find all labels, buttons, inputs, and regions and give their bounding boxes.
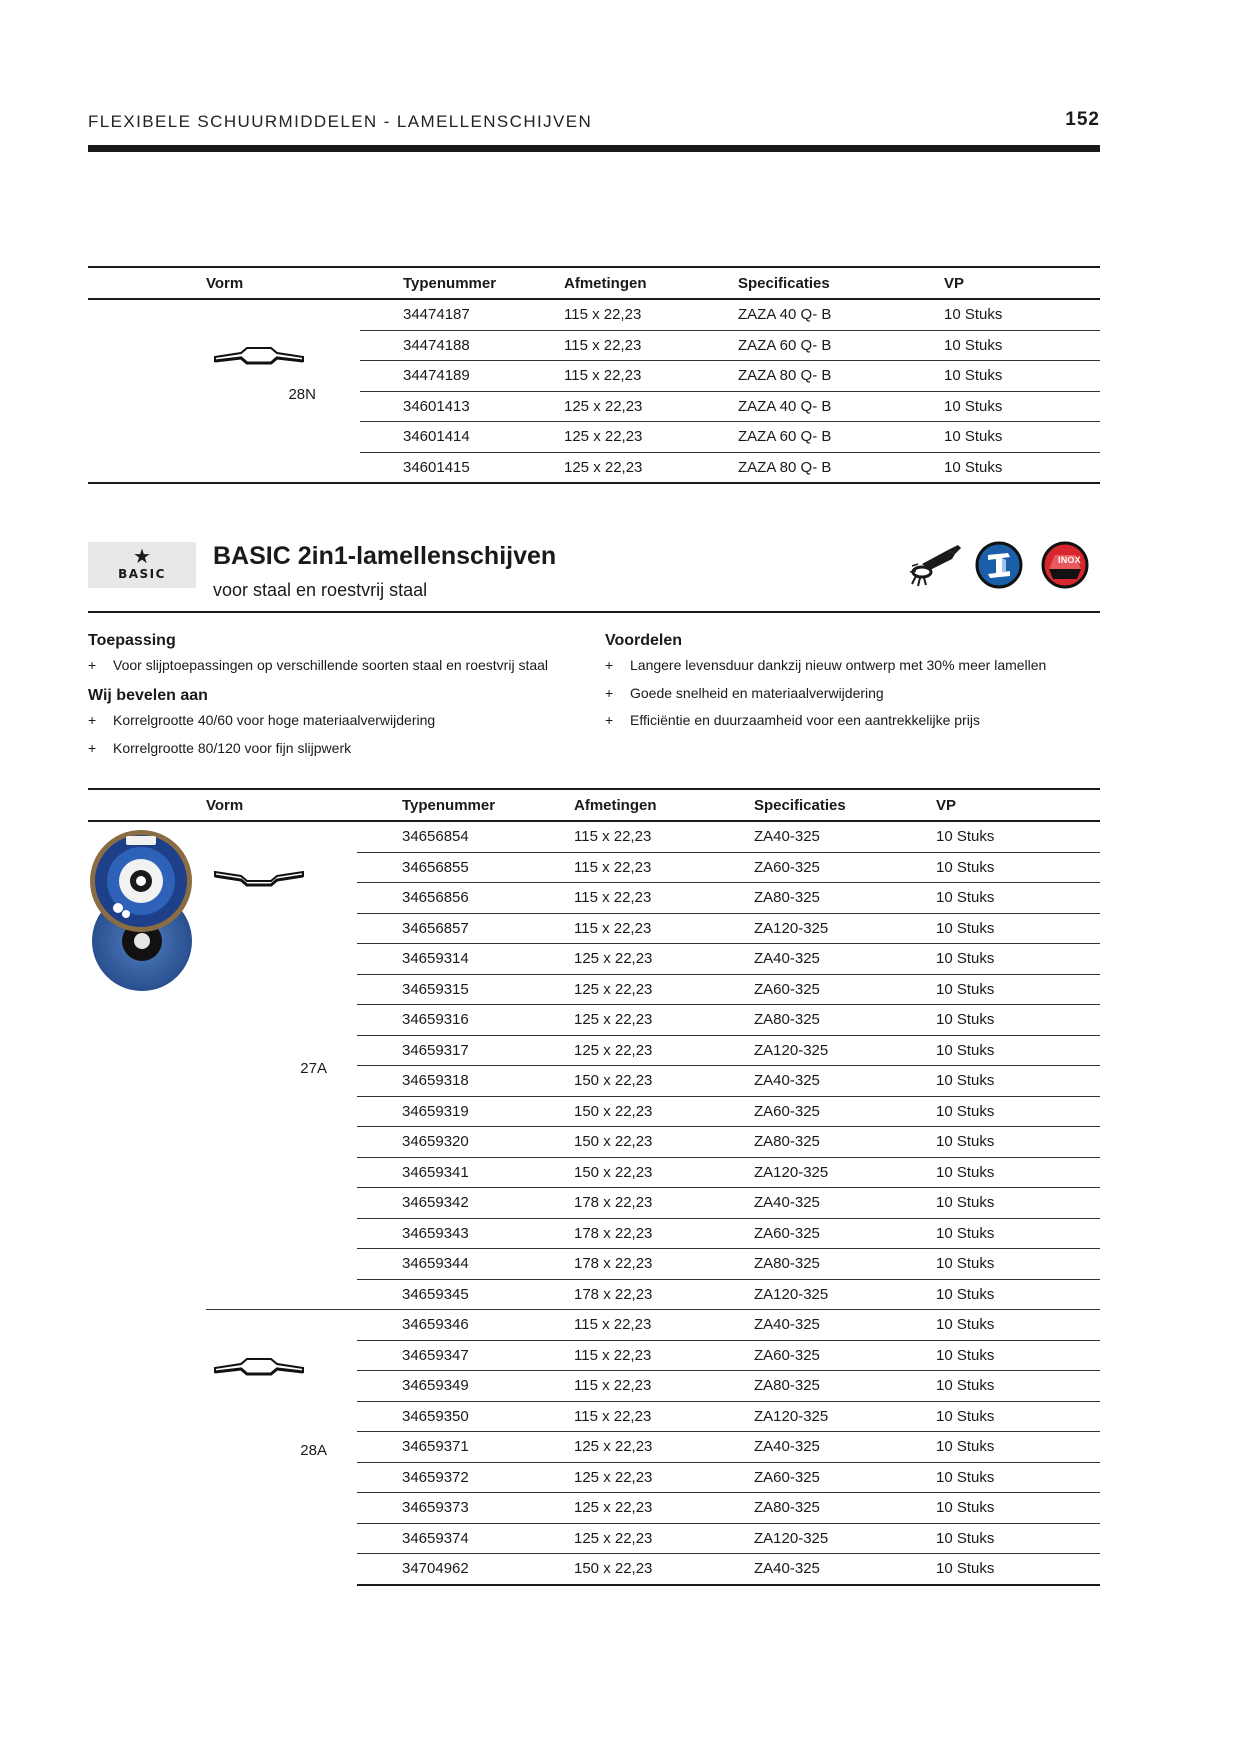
specificaties-cell: ZA60-325 <box>721 852 903 883</box>
afmetingen-cell: 115 x 22,23 <box>541 1401 721 1432</box>
typenummer-cell: 34656854 <box>357 821 541 852</box>
vp-cell: 10 Stuks <box>903 1157 1100 1188</box>
typenummer-cell: 34659345 <box>357 1279 541 1310</box>
vp-cell: 10 Stuks <box>903 1462 1100 1493</box>
col-header-typenummer: Typenummer <box>357 789 541 821</box>
list-item-text: Korrelgrootte 80/120 voor fijn slijpwerk <box>113 740 352 756</box>
afmetingen-cell: 125 x 22,23 <box>540 422 714 453</box>
typenummer-cell: 34659341 <box>357 1157 541 1188</box>
specificaties-cell: ZA120-325 <box>721 913 903 944</box>
afmetingen-cell: 115 x 22,23 <box>541 883 721 914</box>
specificaties-cell: ZAZA 60 Q- B <box>714 330 919 361</box>
specificaties-cell: ZA40-325 <box>721 944 903 975</box>
col-header-vorm: Vorm <box>88 267 360 299</box>
vp-cell: 10 Stuks <box>903 1127 1100 1158</box>
typenummer-cell: 34659316 <box>357 1005 541 1036</box>
specificaties-cell: ZA120-325 <box>721 1523 903 1554</box>
specificaties-cell: ZA80-325 <box>721 1005 903 1036</box>
shape-code: 27A <box>300 1060 327 1077</box>
specificaties-cell: ZA120-325 <box>721 1035 903 1066</box>
specificaties-cell: ZA60-325 <box>721 1218 903 1249</box>
product-title: BASIC 2in1-lamellenschijven <box>213 542 557 570</box>
aanbevolen-heading: Wij bevelen aan <box>88 687 208 704</box>
vp-cell: 10 Stuks <box>903 1066 1100 1097</box>
specificaties-cell: ZA120-325 <box>721 1401 903 1432</box>
specificaties-cell: ZA60-325 <box>721 974 903 1005</box>
col-header-typenummer: Typenummer <box>360 267 540 299</box>
col-header-specificaties: Specificaties <box>721 789 903 821</box>
bullet-plus: + <box>88 657 97 673</box>
col-header-vp: VP <box>919 267 1100 299</box>
typenummer-cell: 34659373 <box>357 1493 541 1524</box>
voordelen-heading: Voordelen <box>605 632 683 649</box>
section-rule <box>88 611 1100 613</box>
specificaties-cell: ZA120-325 <box>721 1157 903 1188</box>
vp-cell: 10 Stuks <box>903 1279 1100 1310</box>
specificaties-cell: ZA80-325 <box>721 1127 903 1158</box>
afmetingen-cell: 125 x 22,23 <box>541 1523 721 1554</box>
specificaties-cell: ZA40-325 <box>721 821 903 852</box>
vp-cell: 10 Stuks <box>919 299 1100 330</box>
afmetingen-cell: 178 x 22,23 <box>541 1279 721 1310</box>
typenummer-cell: 34659347 <box>357 1340 541 1371</box>
vp-cell: 10 Stuks <box>903 974 1100 1005</box>
specificaties-cell: ZAZA 80 Q- B <box>714 361 919 392</box>
afmetingen-cell: 150 x 22,23 <box>541 1096 721 1127</box>
vp-cell: 10 Stuks <box>903 852 1100 883</box>
vp-cell: 10 Stuks <box>903 944 1100 975</box>
specificaties-cell: ZAZA 40 Q- B <box>714 299 919 330</box>
table-row <box>88 299 1100 330</box>
vp-cell: 10 Stuks <box>903 1523 1100 1554</box>
afmetingen-cell: 125 x 22,23 <box>541 1005 721 1036</box>
specificaties-cell: ZA80-325 <box>721 1493 903 1524</box>
typenummer-cell: 34659317 <box>357 1035 541 1066</box>
list-item <box>605 657 1046 673</box>
typenummer-cell: 34659344 <box>357 1249 541 1280</box>
toepassing-heading: Toepassing <box>88 632 176 649</box>
vp-cell: 10 Stuks <box>903 913 1100 944</box>
star-icon: ★ <box>133 546 151 568</box>
vp-cell: 10 Stuks <box>903 1371 1100 1402</box>
specificaties-cell: ZA80-325 <box>721 1371 903 1402</box>
list-item-text: Goede snelheid en materiaalverwijdering <box>630 685 884 701</box>
shape-code: 28N <box>288 385 316 403</box>
vp-cell: 10 Stuks <box>903 1340 1100 1371</box>
afmetingen-cell: 125 x 22,23 <box>541 1462 721 1493</box>
vp-cell: 10 Stuks <box>919 452 1100 483</box>
specificaties-cell: ZA40-325 <box>721 1188 903 1219</box>
typenummer-cell: 34601415 <box>360 452 540 483</box>
bullet-plus: + <box>605 712 614 728</box>
afmetingen-cell: 150 x 22,23 <box>541 1554 721 1585</box>
afmetingen-cell: 125 x 22,23 <box>541 1432 721 1463</box>
typenummer-cell: 34659371 <box>357 1432 541 1463</box>
typenummer-cell: 34659314 <box>357 944 541 975</box>
typenummer-cell: 34704962 <box>357 1554 541 1585</box>
list-item-text: Korrelgrootte 40/60 voor hoge materiaalverwijdering <box>113 712 436 728</box>
afmetingen-cell: 115 x 22,23 <box>541 1310 721 1341</box>
typenummer-cell: 34474187 <box>360 299 540 330</box>
afmetingen-cell: 178 x 22,23 <box>541 1249 721 1280</box>
vp-cell: 10 Stuks <box>903 1005 1100 1036</box>
vp-cell: 10 Stuks <box>903 1554 1100 1585</box>
specificaties-cell: ZAZA 60 Q- B <box>714 422 919 453</box>
list-item <box>88 712 435 728</box>
vp-cell: 10 Stuks <box>903 1401 1100 1432</box>
col-header-afmetingen: Afmetingen <box>541 789 721 821</box>
specificaties-cell: ZA40-325 <box>721 1554 903 1585</box>
list-item <box>605 712 980 728</box>
afmetingen-cell: 115 x 22,23 <box>541 852 721 883</box>
vp-cell: 10 Stuks <box>903 1096 1100 1127</box>
vp-cell: 10 Stuks <box>903 1188 1100 1219</box>
specificaties-cell: ZA60-325 <box>721 1096 903 1127</box>
typenummer-cell: 34659372 <box>357 1462 541 1493</box>
col-header-afmetingen: Afmetingen <box>540 267 714 299</box>
product-table-basic <box>88 788 1100 1586</box>
vp-cell: 10 Stuks <box>903 1432 1100 1463</box>
afmetingen-cell: 150 x 22,23 <box>541 1066 721 1097</box>
vp-cell: 10 Stuks <box>903 883 1100 914</box>
afmetingen-cell: 178 x 22,23 <box>541 1188 721 1219</box>
header-rule <box>88 145 1100 152</box>
bullet-plus: + <box>605 685 614 701</box>
typenummer-cell: 34659349 <box>357 1371 541 1402</box>
afmetingen-cell: 115 x 22,23 <box>540 330 714 361</box>
vp-cell: 10 Stuks <box>903 1310 1100 1341</box>
afmetingen-cell: 125 x 22,23 <box>540 391 714 422</box>
vp-cell: 10 Stuks <box>919 391 1100 422</box>
steel-beam-icon <box>975 541 1023 589</box>
list-item-text: Langere levensduur dankzij nieuw ontwerp met 30% meer lamellen <box>630 657 1047 673</box>
specificaties-cell: ZA60-325 <box>721 1340 903 1371</box>
typenummer-cell: 34659320 <box>357 1127 541 1158</box>
typenummer-cell: 34659346 <box>357 1310 541 1341</box>
afmetingen-cell: 115 x 22,23 <box>540 299 714 330</box>
typenummer-cell: 34659315 <box>357 974 541 1005</box>
afmetingen-cell: 115 x 22,23 <box>541 1340 721 1371</box>
specificaties-cell: ZA60-325 <box>721 1462 903 1493</box>
afmetingen-cell: 115 x 22,23 <box>541 1371 721 1402</box>
vp-cell: 10 Stuks <box>919 361 1100 392</box>
product-table-28n <box>88 266 1100 484</box>
afmetingen-cell: 125 x 22,23 <box>541 1035 721 1066</box>
bullet-plus: + <box>88 712 97 728</box>
vp-cell: 10 Stuks <box>919 422 1100 453</box>
typenummer-cell: 34659374 <box>357 1523 541 1554</box>
vp-cell: 10 Stuks <box>919 330 1100 361</box>
afmetingen-cell: 178 x 22,23 <box>541 1218 721 1249</box>
table-row <box>88 1310 1100 1341</box>
inox-label: INOX <box>1058 555 1081 565</box>
list-item <box>88 740 351 756</box>
afmetingen-cell: 115 x 22,23 <box>541 913 721 944</box>
flap-disc-product-photo <box>90 826 196 994</box>
flap-disc-27a-shape-icon <box>213 866 305 888</box>
inox-icon <box>1041 541 1089 589</box>
angle-grinder-icon <box>908 542 964 588</box>
typenummer-cell: 34659350 <box>357 1401 541 1432</box>
typenummer-cell: 34659342 <box>357 1188 541 1219</box>
col-header-vp: VP <box>903 789 1100 821</box>
typenummer-cell: 34659343 <box>357 1218 541 1249</box>
list-item <box>605 685 884 701</box>
page-number: 152 <box>1065 109 1100 130</box>
afmetingen-cell: 150 x 22,23 <box>541 1127 721 1158</box>
specificaties-cell: ZAZA 80 Q- B <box>714 452 919 483</box>
typenummer-cell: 34601413 <box>360 391 540 422</box>
specificaties-cell: ZA80-325 <box>721 883 903 914</box>
typenummer-cell: 34656857 <box>357 913 541 944</box>
col-header-vorm: Vorm <box>88 789 357 821</box>
shape-code: 28A <box>300 1441 327 1459</box>
typenummer-cell: 34474188 <box>360 330 540 361</box>
basic-logo-text: BASIC <box>118 567 166 581</box>
vp-cell: 10 Stuks <box>903 1249 1100 1280</box>
afmetingen-cell: 125 x 22,23 <box>541 944 721 975</box>
afmetingen-cell: 125 x 22,23 <box>541 974 721 1005</box>
typenummer-cell: 34659318 <box>357 1066 541 1097</box>
list-item <box>88 657 548 673</box>
specificaties-cell: ZAZA 40 Q- B <box>714 391 919 422</box>
specificaties-cell: ZA40-325 <box>721 1432 903 1463</box>
specificaties-cell: ZA80-325 <box>721 1249 903 1280</box>
flap-disc-28n-shape-icon <box>213 345 305 367</box>
afmetingen-cell: 150 x 22,23 <box>541 1157 721 1188</box>
typenummer-cell: 34474189 <box>360 361 540 392</box>
specificaties-cell: ZA40-325 <box>721 1066 903 1097</box>
specificaties-cell: ZA120-325 <box>721 1279 903 1310</box>
vp-cell: 10 Stuks <box>903 1035 1100 1066</box>
afmetingen-cell: 115 x 22,23 <box>540 361 714 392</box>
product-subtitle: voor staal en roestvrij staal <box>213 580 428 600</box>
vp-cell: 10 Stuks <box>903 1493 1100 1524</box>
afmetingen-cell: 115 x 22,23 <box>541 821 721 852</box>
list-item-text: Efficiëntie en duurzaamheid voor een aantrekkelijke prijs <box>630 712 980 728</box>
typenummer-cell: 34656856 <box>357 883 541 914</box>
afmetingen-cell: 125 x 22,23 <box>540 452 714 483</box>
table-header-row <box>88 267 1100 299</box>
page-header-title: FLEXIBELE SCHUURMIDDELEN - LAMELLENSCHIJVEN <box>88 112 593 131</box>
vp-cell: 10 Stuks <box>903 1218 1100 1249</box>
typenummer-cell: 34656855 <box>357 852 541 883</box>
table-row <box>88 821 1100 852</box>
vp-cell: 10 Stuks <box>903 821 1100 852</box>
basic-logo <box>88 542 196 588</box>
bullet-plus: + <box>605 657 614 673</box>
table-header-row <box>88 789 1100 821</box>
typenummer-cell: 34601414 <box>360 422 540 453</box>
bullet-plus: + <box>88 740 97 756</box>
list-item-text: Voor slijptoepassingen op verschillende soorten staal en roestvrij staal <box>113 657 549 673</box>
afmetingen-cell: 125 x 22,23 <box>541 1493 721 1524</box>
specificaties-cell: ZA40-325 <box>721 1310 903 1341</box>
flap-disc-28a-shape-icon <box>213 1356 305 1378</box>
col-header-specificaties: Specificaties <box>714 267 919 299</box>
typenummer-cell: 34659319 <box>357 1096 541 1127</box>
